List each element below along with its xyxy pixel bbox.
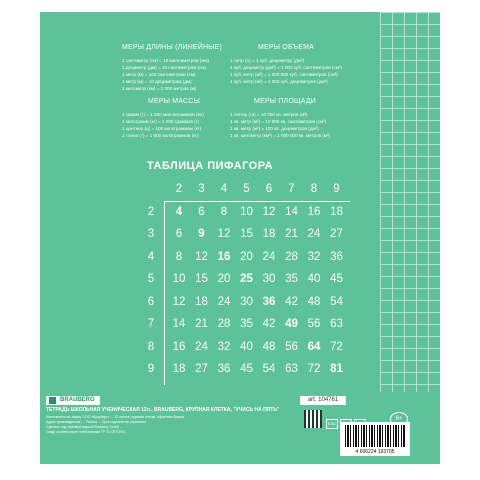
table-cell: 24 xyxy=(195,340,208,353)
table-cell: 40 xyxy=(307,273,321,285)
notebook-cover xyxy=(40,12,440,464)
mass-line: 1 грамм (г) = 1 000 миллиграммов (мг) xyxy=(122,112,204,117)
mass-line: 1 центнер (ц) = 100 килограммам (кг) xyxy=(122,126,202,131)
age-badge: 6+ xyxy=(390,412,408,426)
qr-code-icon xyxy=(304,410,322,428)
table-cell: 63 xyxy=(330,318,343,330)
table-header-cell: 4 xyxy=(220,183,228,195)
table-row-label: 8 xyxy=(147,340,155,353)
table-cell: 54 xyxy=(330,295,343,308)
barcode-number: 4 606224 193705 xyxy=(355,449,395,455)
barcode xyxy=(340,422,410,456)
table-cell: 28 xyxy=(285,250,298,263)
mass-title: МЕРЫ МАССЫ xyxy=(148,98,200,105)
brand-name: BRAUBERG xyxy=(60,397,95,403)
table-square-cell: 81 xyxy=(330,363,343,375)
fine-print: Сделано под торговой маркой Brauberg GmbH ... xyxy=(46,425,123,429)
table-row-label: 4 xyxy=(147,250,155,263)
volume-title: МЕРЫ ОБЪЕМА xyxy=(258,44,315,51)
table-cell: 20 xyxy=(240,250,253,263)
length-line: 1 сантиметр (см) = 10 миллиметров (мм) xyxy=(122,58,210,63)
table-cell: 21 xyxy=(195,318,208,330)
article-number: art. 104761 xyxy=(300,396,346,405)
table-cell: 6 xyxy=(198,205,205,218)
table-cell: 21 xyxy=(285,228,298,240)
brand-mark-icon xyxy=(49,397,56,404)
table-cell: 6 xyxy=(175,228,183,240)
table-cell: 48 xyxy=(307,295,321,308)
table-cell: 45 xyxy=(240,363,253,375)
table-cell: 72 xyxy=(307,363,321,375)
volume-line: 1 литр (л) = 1 куб. дециметру (дм³) xyxy=(230,58,305,63)
table-header-cell: 8 xyxy=(310,183,318,195)
table-cell: 30 xyxy=(240,295,253,308)
table-cell: 42 xyxy=(262,318,276,330)
length-line: 1 метр (м) = 10 дециметрам (дм) xyxy=(122,79,192,84)
length-line: 1 дециметр (дм) = 10 сантиметрам (см) xyxy=(122,65,207,70)
table-row-label: 3 xyxy=(147,228,155,240)
area-line: 1 кв. метр (м²) = 100 кв. дециметров (дм²) xyxy=(230,126,319,131)
table-square-cell: 64 xyxy=(307,340,321,353)
table-cell: 10 xyxy=(172,273,186,285)
table-row-label: 7 xyxy=(147,318,155,330)
length-title: МЕРЫ ДЛИНЫ (ЛИНЕЙНЫЕ) xyxy=(122,44,223,51)
table-header-cell: 2 xyxy=(175,183,183,195)
table-header-cell: 3 xyxy=(198,183,205,195)
table-cell: 15 xyxy=(240,228,253,240)
table-cell: 32 xyxy=(307,250,321,263)
table-header-cell: 7 xyxy=(288,183,295,195)
table-cell: 18 xyxy=(262,228,276,240)
table-cell: 36 xyxy=(217,363,231,375)
table-cell: 14 xyxy=(285,205,298,218)
table-cell: 15 xyxy=(195,273,208,285)
table-row-label: 9 xyxy=(147,363,155,375)
table-cell: 27 xyxy=(195,363,208,375)
table-square-cell: 49 xyxy=(285,318,298,330)
table-horizontal-line xyxy=(164,201,350,202)
volume-line: 1 куб. дециметр (дм³) = 1 000 куб. сантиметров (см³) xyxy=(230,65,342,70)
table-cell: 12 xyxy=(195,250,208,263)
table-cell: 12 xyxy=(217,228,231,240)
table-cell: 72 xyxy=(330,340,343,353)
length-line: 1 метр (м) = 100 сантиметрам (см) xyxy=(122,72,196,77)
fine-print: Адрес производителя: ... Россия ... Срок годности не ограничен. xyxy=(46,420,148,424)
table-cell: 28 xyxy=(217,318,231,330)
table-square-cell: 9 xyxy=(198,228,205,240)
table-row-label: 5 xyxy=(147,273,155,285)
table-header-cell: 9 xyxy=(333,183,340,195)
length-line: 1 километр (км) = 1 000 метров (м) xyxy=(122,86,197,91)
table-row-label: 6 xyxy=(147,295,155,308)
table-cell: 63 xyxy=(285,363,298,375)
table-square-cell: 36 xyxy=(262,295,276,308)
table-cell: 40 xyxy=(240,340,253,353)
table-cell: 32 xyxy=(217,340,231,353)
table-cell: 20 xyxy=(217,273,231,285)
table-cell: 27 xyxy=(330,228,343,240)
table-cell: 12 xyxy=(172,295,186,308)
info-panel xyxy=(40,392,440,464)
table-cell: 10 xyxy=(240,205,253,218)
fine-print: Товар соответствует требованиям ТР ТС 007/2011 ... xyxy=(46,430,130,434)
area-line: 1 кв. километр (км²) = 1 000 000 кв. метров (м²) xyxy=(230,133,331,138)
table-cell: 18 xyxy=(330,205,343,218)
table-cell: 42 xyxy=(285,295,298,308)
mass-line: 1 тонна (т) = 1 000 килограммов (кг) xyxy=(122,133,199,138)
table-cell: 54 xyxy=(262,363,276,375)
table-header-cell: 5 xyxy=(243,183,250,195)
grid-pattern xyxy=(380,12,440,392)
table-cell: 24 xyxy=(217,295,231,308)
mass-line: 1 килограмм (кг) = 1 000 граммов (г) xyxy=(122,119,199,124)
table-vertical-line xyxy=(164,201,165,385)
product-name: ТЕТРАДЬ ШКОЛЬНАЯ УЧЕНИЧЕСКАЯ 12л., BRAUBERG, КРУПНАЯ КЛЕТКА, "УЧИСЬ НА ПЯТЬ" xyxy=(46,407,280,413)
table-row-label: 2 xyxy=(147,205,155,218)
table-cell: 35 xyxy=(240,318,253,330)
table-cell: 48 xyxy=(262,340,276,353)
table-cell: 35 xyxy=(285,273,298,285)
area-title: МЕРЫ ПЛОЩАДИ xyxy=(254,98,317,105)
table-cell: 8 xyxy=(220,205,228,218)
table-cell: 56 xyxy=(307,318,321,330)
table-cell: 24 xyxy=(307,228,321,240)
volume-line: 1 куб. метр (м³) = 1 000 куб. дециметров (дм³) xyxy=(230,79,328,84)
table-cell: 8 xyxy=(175,250,183,263)
fine-print: Изготовлено по заказу ООО «Брауберг» ... 12 листов, крупная клетка, офсетная бумага xyxy=(46,415,185,419)
table-cell: 56 xyxy=(285,340,298,353)
table-square-cell: 16 xyxy=(217,250,231,263)
area-line: 1 гектар (га) = 10 000 кв. метров (м²) xyxy=(230,112,308,117)
eac-icon: ЕАС xyxy=(326,419,338,429)
table-cell: 14 xyxy=(172,318,186,330)
table-square-cell: 4 xyxy=(175,205,183,218)
area-line: 1 кв. метр (м²) = 10 000 кв. сантиметров (см²) xyxy=(230,119,327,124)
table-cell: 18 xyxy=(172,363,186,375)
pythagoras-title: ТАБЛИЦА ПИФАГОРА xyxy=(146,160,274,172)
table-cell: 30 xyxy=(262,273,276,285)
table-cell: 16 xyxy=(172,340,186,353)
barcode-bars-icon xyxy=(345,425,405,447)
table-cell: 18 xyxy=(195,295,208,308)
table-cell: 36 xyxy=(330,250,343,263)
volume-line: 1 куб. метр (м³) = 1 000 000 куб. сантиметров (см³) xyxy=(230,72,338,77)
brand-logo xyxy=(46,396,100,405)
table-cell: 16 xyxy=(307,205,321,218)
table-square-cell: 25 xyxy=(240,273,253,285)
table-header-cell: 6 xyxy=(265,183,273,195)
table-cell: 12 xyxy=(262,205,276,218)
table-cell: 45 xyxy=(330,273,343,285)
table-cell: 24 xyxy=(262,250,276,263)
